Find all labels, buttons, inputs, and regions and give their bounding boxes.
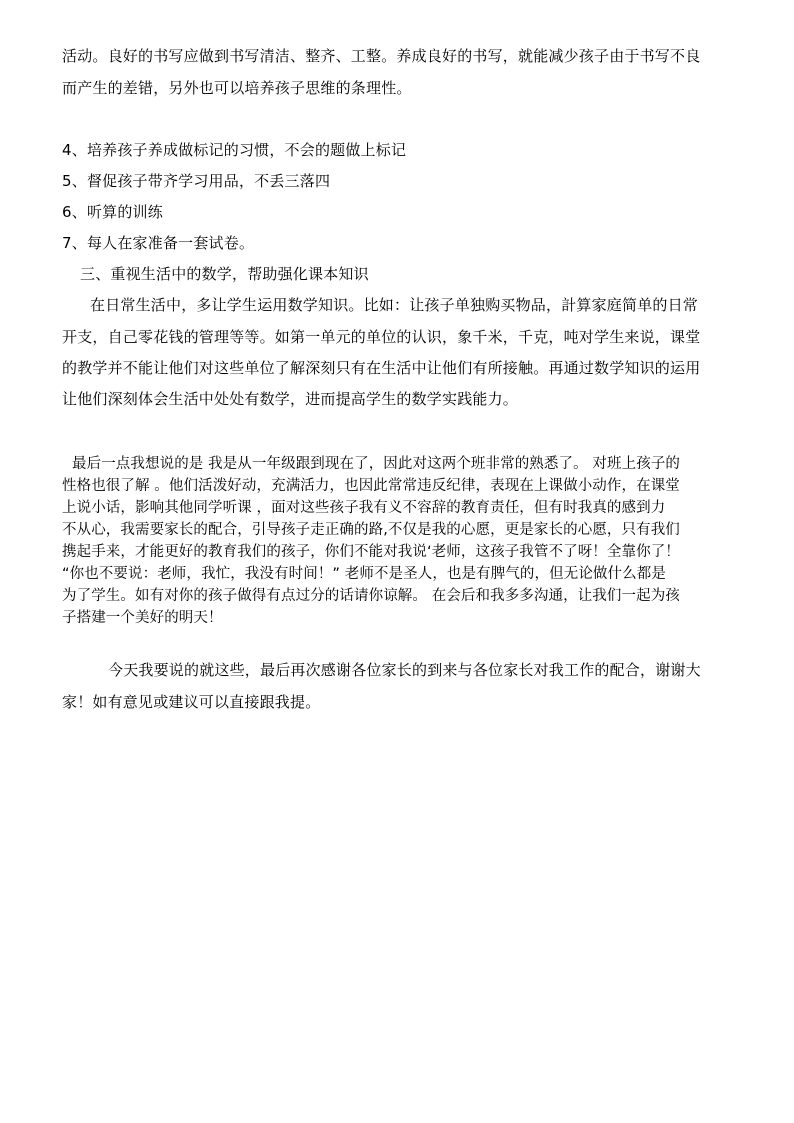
paragraph-line: 不从心，我需要家长的配合，引导孩子走正确的路,不仅是我的心愿，更是家长的心愿，只有我们 (62, 522, 680, 538)
paragraph-line: “你也不要说：老师，我忙，我没有时间！” 老师不是圣人，也是有脾气的，但无论做什么都是 (62, 566, 666, 582)
paragraph-line: 让他们深刻体会生活中处处有数学，进而提高学生的数学实践能力。 (62, 390, 519, 408)
paragraph-line: 在日常生活中，多让学生运用数学知识。比如：让孩子单独购买物品，計算家庭简单的日常 (90, 296, 699, 314)
list-item: 4、培养孩子养成做标记的习惯，不会的题做上标记 (62, 141, 407, 159)
paragraph-line: 上说小话，影响其他同学听课 ，面对这些孩子我有义不容辞的教育责任，但有时我真的感到力 (62, 500, 666, 516)
paragraph-line: 最后一点我想说的是 我是从一年级跟到现在了，因此对这两个班非常的熟悉了。 对班上孩子的 (72, 456, 681, 472)
closing-line: 家！如有意见或建议可以直接跟我提。 (62, 693, 321, 711)
paragraph-line: 子搭建一个美好的明天！ (62, 610, 223, 626)
paragraph-line: 性格也很了解 。他们活泼好动，充满活力，也因此常常违反纪律，表现在上课做小动作，在课堂 (62, 478, 680, 494)
paragraph-line: 携起手来，才能更好的教育我们的孩子，你们不能对我说‘老师，这孩子我管不了呀！全靠你了！ (62, 544, 680, 560)
paragraph-line: 为了学生。如有对你的孩子做得有点过分的话请你谅解。 在会后和我多多沟通，让我们一起为孩 (62, 588, 680, 604)
list-item: 6、听算的训练 (62, 203, 163, 221)
closing-line: 今天我要说的就这些，最后再次感谢各位家长的到来与各位家长对我工作的配合，谢谢大 (108, 661, 701, 679)
section-heading: 三、重视生活中的数学，帮助强化课本知识 (80, 265, 369, 283)
paragraph-line: 的教学并不能让他们对这些单位了解深刻只有在生活中让他们有所接触。再通过数学知识的运用 (62, 359, 701, 377)
list-item: 7、每人在家准备一套试卷。 (62, 234, 255, 252)
paragraph-line: 活动。良好的书写应做到书写清洁、整齐、工整。养成良好的书写，就能减少孩子由于书写不良 (62, 47, 701, 65)
paragraph-line: 开支，自己零花钱的管理等等。如第一单元的单位的认识，象千米，千克，吨对学生来说，课堂 (62, 328, 701, 346)
paragraph-line: 而产生的差错，另外也可以培养孩子思维的条理性。 (62, 79, 412, 97)
list-item: 5、督促孩子带齐学习用品，不丢三落四 (62, 172, 331, 190)
